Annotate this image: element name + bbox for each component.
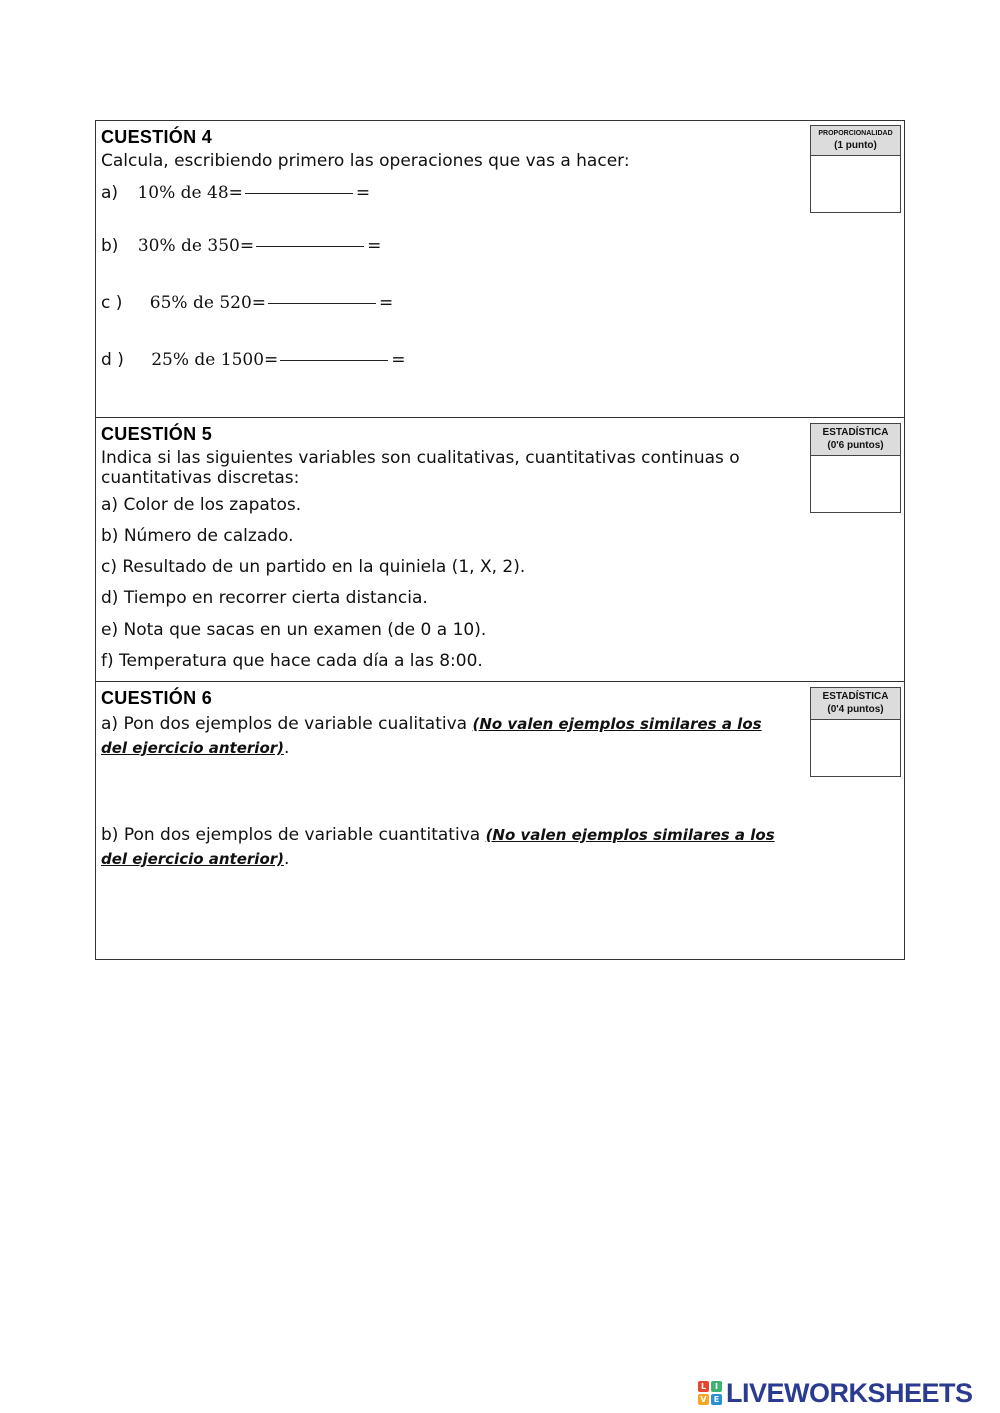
q6-part-b-text: b) Pon dos ejemplos de variable cuantitativa	[101, 825, 486, 845]
q6-score-category: ESTADÍSTICA	[822, 691, 889, 702]
question-6-title: CUESTIÓN 6	[101, 688, 213, 708]
logo-text: LIVEWORKSHEETS	[726, 1377, 973, 1408]
liveworksheets-logo	[698, 1377, 973, 1408]
q6-part-a-end: .	[284, 738, 290, 758]
liveworksheets-logo-icon	[698, 1381, 722, 1405]
q4-item-c-expression: 65% de 520=	[149, 293, 267, 313]
q6-part-a	[101, 714, 762, 734]
q4-item-c-label: c )	[101, 293, 123, 313]
question-4-section	[96, 121, 904, 418]
q5-score-category: ESTADÍSTICA	[822, 427, 889, 438]
q4-item-a-equals: =	[355, 183, 371, 203]
q4-item-a-expression: 10% de 48=	[137, 183, 243, 203]
logo-icon-tile-v: V	[698, 1394, 709, 1405]
q6-part-b-end: .	[284, 849, 290, 869]
q4-item-b-equals: =	[367, 236, 382, 256]
q5-score-input[interactable]	[811, 456, 900, 512]
q4-item-d-label: d )	[101, 350, 124, 370]
q6-score-input[interactable]	[811, 720, 900, 776]
q5-item-b: b) Número de calzado.	[101, 526, 294, 546]
q4-score-box	[810, 125, 901, 213]
q5-score-header	[811, 424, 900, 456]
worksheet	[95, 120, 905, 960]
q5-item-a: a) Color de los zapatos.	[101, 495, 302, 515]
q6-part-a-text: a) Pon dos ejemplos de variable cualitativa	[101, 714, 473, 734]
q4-item-b-label: b)	[101, 236, 119, 256]
q6-part-a-note-line1: (No valen ejemplos similares a los	[472, 715, 762, 733]
q4-item-d-expression: 25% de 1500=	[151, 350, 279, 370]
q5-item-d: d) Tiempo en recorrer cierta distancia.	[101, 588, 428, 608]
q5-item-c: c) Resultado de un partido en la quiniela (1, X, 2).	[101, 557, 526, 577]
q4-item-a-blank[interactable]	[245, 193, 353, 194]
q4-item-c	[101, 293, 393, 313]
q4-item-c-blank[interactable]	[268, 303, 376, 304]
question-5-title: CUESTIÓN 5	[101, 424, 213, 444]
q4-item-a-label: a)	[101, 183, 119, 203]
q5-score-box	[810, 423, 901, 513]
q4-item-d-blank[interactable]	[280, 360, 388, 361]
question-5-section	[96, 418, 904, 682]
q6-part-b-note-line1: (No valen ejemplos similares a los	[485, 826, 775, 844]
q4-score-points: (1 punto)	[834, 140, 877, 151]
q6-part-a-note-line2: del ejercicio anterior)	[101, 739, 284, 757]
question-5-instruction: Indica si las siguientes variables son cualitativas, cuantitativas continuas o cuantitativas discretas:	[101, 448, 740, 488]
q6-score-points: (0'4 puntos)	[827, 704, 884, 715]
q6-part-b-continued	[101, 849, 289, 869]
q4-item-a	[101, 183, 370, 203]
question-6-section	[96, 682, 904, 959]
q6-score-box	[810, 687, 901, 777]
q6-part-b-note-line2: del ejercicio anterior)	[101, 850, 284, 868]
question-4-instruction: Calcula, escribiendo primero las operaciones que vas a hacer:	[101, 151, 630, 171]
q4-score-input[interactable]	[811, 156, 900, 212]
q5-item-e: e) Nota que sacas en un examen (de 0 a 10).	[101, 620, 487, 640]
q6-score-header	[811, 688, 900, 720]
q4-item-c-equals: =	[379, 293, 394, 313]
q4-score-header	[811, 126, 900, 156]
q6-part-a-continued	[101, 738, 289, 758]
question-4-title: CUESTIÓN 4	[101, 127, 213, 147]
q4-item-b	[101, 236, 381, 256]
q4-item-d	[101, 350, 406, 370]
q4-item-b-blank[interactable]	[256, 246, 364, 247]
logo-icon-tile-l: L	[698, 1381, 709, 1392]
logo-icon-tile-e: E	[711, 1394, 722, 1405]
q5-score-points: (0'6 puntos)	[827, 440, 884, 451]
q4-item-b-expression: 30% de 350=	[137, 236, 255, 256]
q4-item-d-equals: =	[391, 350, 406, 370]
q6-part-b	[101, 825, 775, 845]
q4-score-category: PROPORCIONALIDAD	[818, 130, 893, 137]
logo-icon-tile-i: I	[711, 1381, 722, 1392]
q5-item-f: f) Temperatura que hace cada día a las 8:00.	[101, 651, 483, 671]
